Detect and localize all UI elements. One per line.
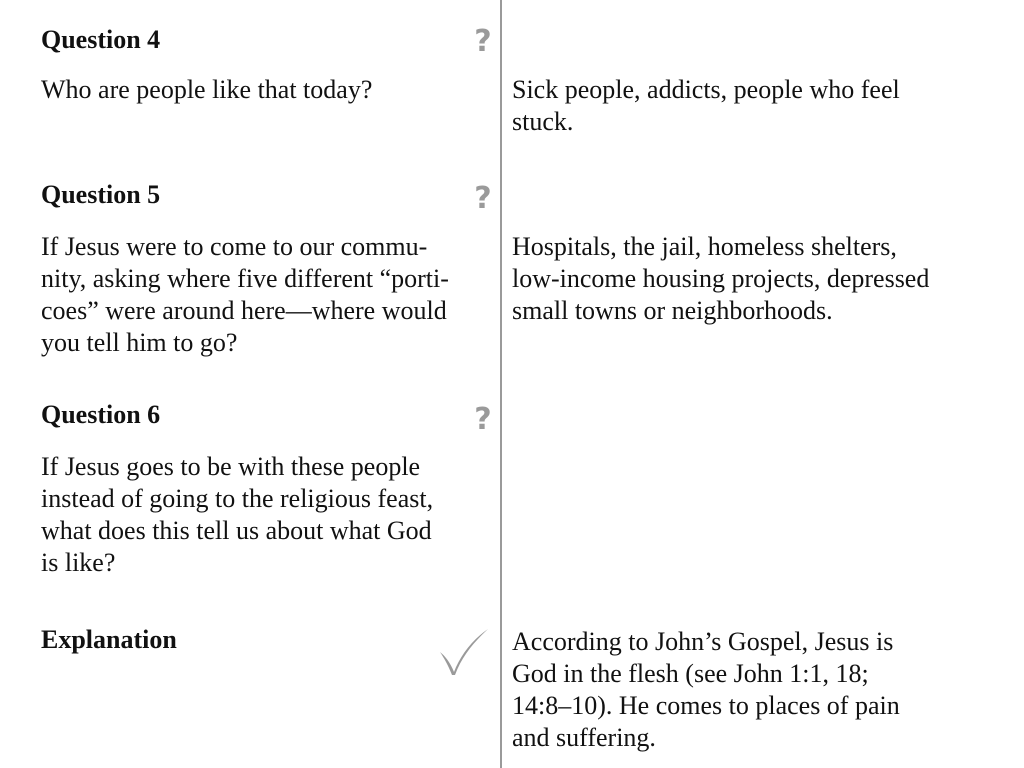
question-mark-icon: ? bbox=[474, 402, 492, 437]
question-5-prompt: If Jesus were to come to our commu- nity, asking where five different “porti- coes” were around here—where would you tell him to go? bbox=[41, 232, 449, 357]
question-6-prompt: If Jesus goes to be with these people instead of going to the religious feast, what does this tell us about what God is like? bbox=[41, 452, 434, 577]
explanation-heading: Explanation bbox=[41, 625, 177, 654]
question-4-prompt: Who are people like that today? bbox=[41, 75, 373, 104]
column-divider bbox=[500, 0, 502, 768]
checkmark-icon bbox=[436, 626, 492, 682]
question-6-heading: Question 6 bbox=[41, 400, 161, 429]
question-4-answer: Sick people, addicts, people who feel stuck. bbox=[512, 75, 900, 136]
question-mark-icon: ? bbox=[474, 24, 492, 59]
explanation-answer: According to John’s Gospel, Jesus is God in the flesh (see John 1:1, 18; 14:8–10). He comes to places of pain and suffering. bbox=[512, 627, 900, 752]
question-4-heading: Question 4 bbox=[41, 25, 161, 54]
question-mark-icon: ? bbox=[474, 181, 492, 216]
question-5-heading: Question 5 bbox=[41, 180, 161, 209]
question-5-answer: Hospitals, the jail, homeless shelters, low-income housing projects, depressed small towns or neighborhoods. bbox=[512, 232, 930, 325]
